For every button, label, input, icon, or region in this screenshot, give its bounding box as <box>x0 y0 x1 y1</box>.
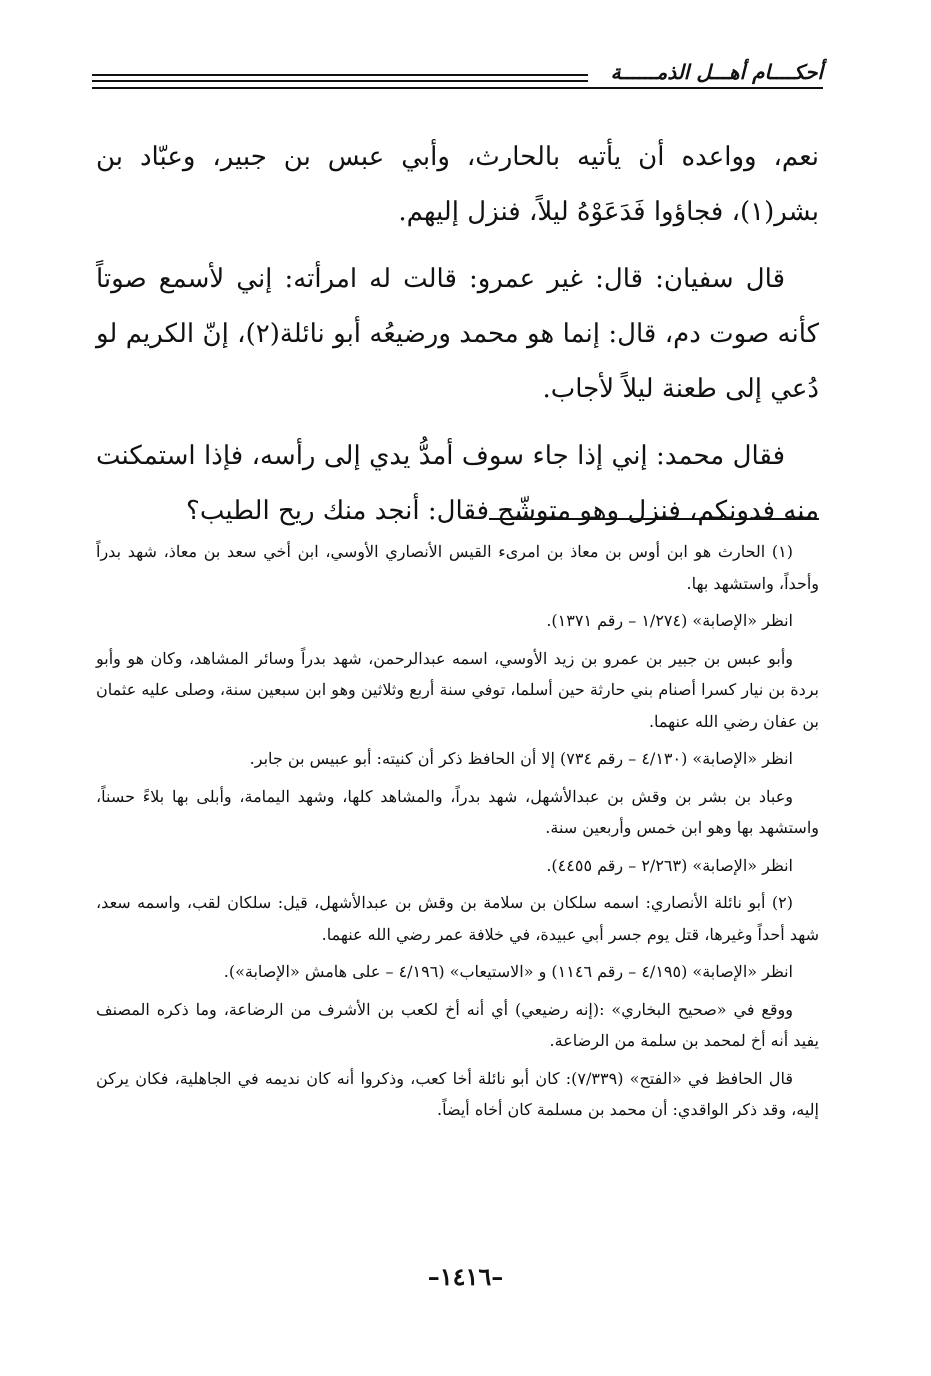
footnote-paragraph: ووقع في «صحيح البخاري» :(إنه رضيعي) أي أنه أخ لكعب بن الأشرف من الرضاعة، وما ذكره المصنف يفيد أنه أخ لمحمد بن سلمة من الرضاعة. <box>96 999 819 1050</box>
main-paragraph: قال سفيان: قال: غير عمرو: قالت له امرأته: إني لأسمع صوتاً كأنه صوت دم، قال: إنما هو محمد ورضيعُه أبو نائلة(٢)، إنّ الكريم لو دُعي إلى طعنة ليلاً لأجاب. <box>96 264 819 404</box>
header-double-rule <box>92 74 588 82</box>
footnote-paragraph: وأبو عبس بن جبير بن عمرو بن زيد الأوسي، اسمه عبدالرحمن، شهد بدراً وسائر المشاهد، وكان هو وأبو بردة بن نيار كسرا أصنام بني حارثة حين أسلما، توفي سنة أربع وثلاثين وهو ابن سبعين سنة، وصلى عليه عثمان بن عفان رضي الله عنهما. <box>96 648 819 731</box>
main-paragraph: نعم، وواعده أن يأتيه بالحارث، وأبي عبس بن جبير، وعبّاد بن بشر(١)، فجاؤوا فَدَعَوْهُ ليلاً، فنزل إليهم. <box>96 142 819 227</box>
running-header <box>92 60 823 100</box>
footnote-reference: انظر «الإصابة» (١/٢٧٤ – رقم ١٣٧١). <box>546 611 793 630</box>
footnote-reference: انظر «الإصابة» (٤/١٩٥ – رقم ١١٤٦) و «الاستيعاب» (٤/١٩٦ – على هامش «الإصابة»). <box>223 962 793 981</box>
main-paragraph: فقال محمد: إني إذا جاء سوف أمدُّ يدي إلى رأسه، فإذا استمكنت منه فدونكم، فنزل وهو متوشّح فقال: أنجد منك ريح الطيب؟ <box>96 441 819 526</box>
footnote-paragraph: قال الحافظ في «الفتح» (٧/٣٣٩): كان أبو نائلة أخا كعب، وذكروا أنه كان نديمه في الجاهلية، فكان يركن إليه، وقد ذكر الواقدي: أن محمد بن مسلمة كان أخاه أيضاً. <box>96 1068 819 1119</box>
header-rule <box>92 87 823 90</box>
footnote-reference: انظر «الإصابة» (٤/١٣٠ – رقم ٧٣٤) إلا أن الحافظ ذكر أن كنيته: أبو عبيس بن جابر. <box>249 749 793 768</box>
footnote-separator <box>489 518 819 520</box>
footnotes <box>96 536 819 1132</box>
running-title: أحكــــام أهـــل الذمــــــة <box>610 60 823 84</box>
page-number: –١٤١٦– <box>427 1262 504 1291</box>
footnote-paragraph: (١) الحارث هو ابن أوس بن معاذ بن امرىء القيس الأنصاري الأوسي، ابن أخي سعد بن معاذ، شهد بدراً وأحداً، واستشهد بها. <box>96 542 819 593</box>
footnote-paragraph: (٢) أبو نائلة الأنصاري: اسمه سلكان بن سلامة بن وقش بن عبدالأشهل، قيل: سلكان لقب، واسمه سعد، شهد أحداً وغيرها، قتل يوم جسر أبي عبيدة، في خلافة عمر رضي الله عنهما. <box>96 893 819 944</box>
main-text <box>96 130 819 551</box>
footnote-paragraph: وعباد بن بشر بن وقش بن عبدالأشهل، شهد بدراً، والمشاهد كلها، وشهد اليمامة، وأبلى بها بلاءً حسناً، واستشهد بها وهو ابن خمس وأربعين سنة. <box>96 786 819 837</box>
footnote-reference: انظر «الإصابة» (٢/٢٦٣ – رقم ٤٤٥٥). <box>546 855 793 875</box>
